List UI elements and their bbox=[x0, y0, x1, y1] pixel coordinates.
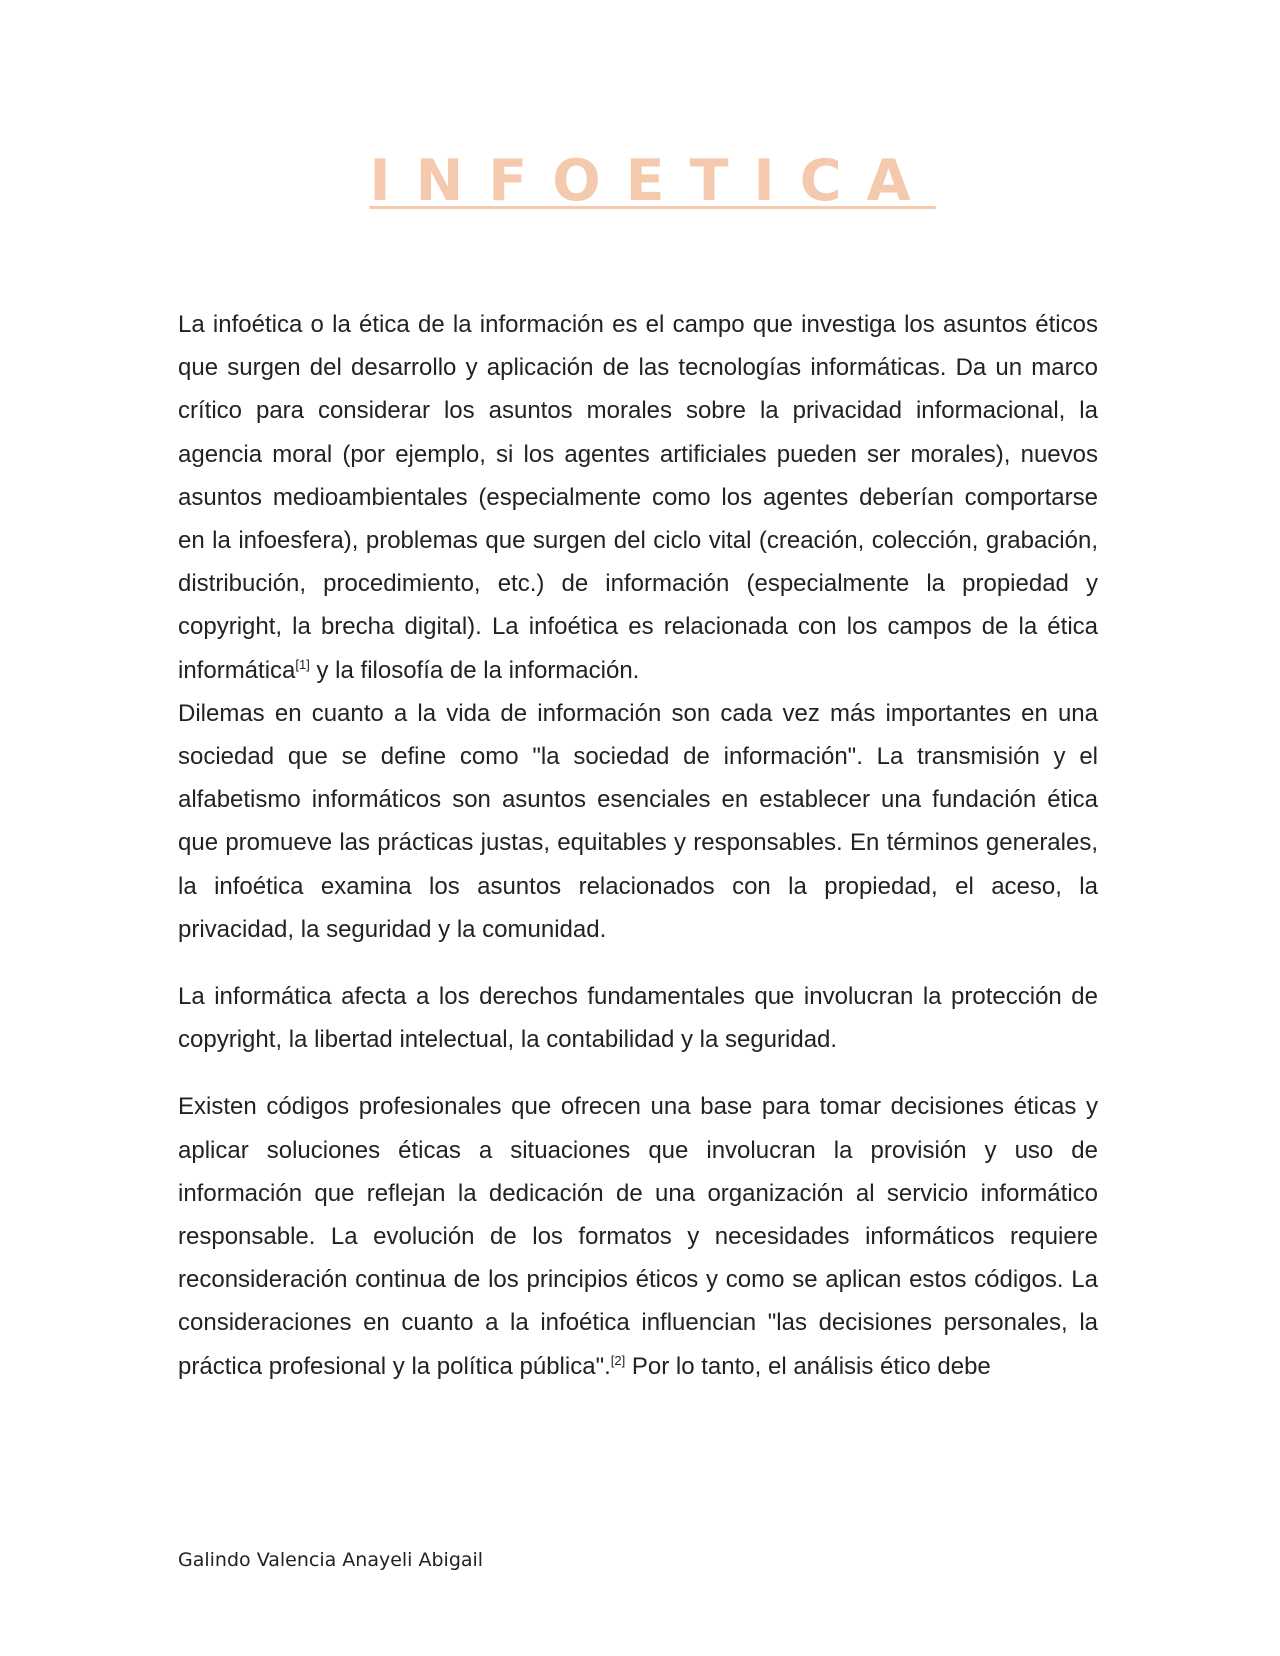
paragraph-codigos bbox=[178, 1085, 1098, 1387]
paragraph-intro-text: La infoética o la ética de la información es el campo que investiga los asuntos éticos que surgen del desarrollo y aplicación de las tecnologías informáticas. Da un marco crítico para considerar los asuntos morales sobre la privacidad informacional, la agencia moral (por ejemplo, si los agentes artificiales pueden ser morales), nuevos asuntos medioambientales (especialmente como los agentes deberían comportarse en la infoesfera), problemas que surgen del ciclo vital (creación, colección, grabación, distribución, procedimiento, etc.) de información (especialmente la propiedad y copyright, la brecha digital). La infoética es relacionada con los campos de la ética informática bbox=[178, 311, 1098, 684]
footnote-ref-2[interactable]: [2] bbox=[610, 1352, 626, 1368]
title-text: INFOETICA bbox=[369, 148, 936, 214]
page-footer-author: Galindo Valencia Anayeli Abigail bbox=[178, 1549, 484, 1571]
paragraph-dilemas-text: Dilemas en cuanto a la vida de información son cada vez más importantes en una sociedad que se define como "la sociedad de información". La transmisión y el alfabetismo informáticos son asuntos esenciales en establecer una fundación ética que promueve las prácticas justas, equitables y responsables. En términos generales, la infoética examina los asuntos relacionados con la propiedad, el aceso, la privacidad, la seguridad y la comunidad. bbox=[178, 699, 1098, 943]
paragraph-informatica bbox=[178, 975, 1098, 1061]
paragraph-intro-text-end: y la filosofía de la información. bbox=[309, 656, 640, 684]
document-body bbox=[178, 303, 1098, 1443]
paragraph-dilemas bbox=[178, 692, 1098, 951]
paragraph-informatica-text: La informática afecta a los derechos fundamentales que involucran la protección de copyright, la libertad intelectual, la contabilidad y la seguridad. bbox=[178, 983, 1098, 1054]
paragraph-codigos-text: Existen códigos profesionales que ofrecen una base para tomar decisiones éticas y aplicar soluciones éticas a situaciones que involucran la provisión y uso de información que reflejan la dedicación de una organización al servicio informático responsable. La evolución de los formatos y necesidades informáticos requiere reconsideración continua de los principios éticos y como se aplican estos códigos. La consideraciones en cuanto a la infoética influencian "las decisiones personales, la práctica profesional y la política pública". bbox=[178, 1093, 1098, 1380]
body-visible-area bbox=[178, 303, 1098, 1443]
footnote-ref-1[interactable]: [1] bbox=[295, 656, 310, 672]
document-title bbox=[0, 146, 1280, 216]
paragraph-codigos-text-end: Por lo tanto, el análisis ético debe bbox=[625, 1352, 991, 1380]
paragraph-intro bbox=[178, 303, 1098, 692]
